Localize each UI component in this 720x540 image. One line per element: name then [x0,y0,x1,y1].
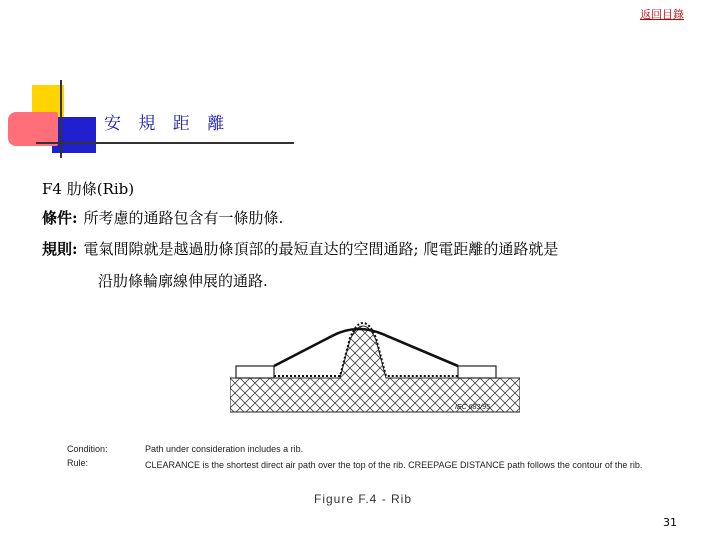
rule-label: 規則: [42,240,78,258]
rule-text-2: 沿肋條輪廓線伸展的通路. [98,272,268,290]
fig-rule-text: CLEARANCE is the shortest direct air path over the top of the rib. CREEPAGE DISTANCE path follows the contour of the rib. [145,460,643,470]
left-conductor [236,366,274,378]
right-conductor [458,366,496,378]
decor-vertical-line [60,80,62,158]
iec-stamp: IEC 683/95 [455,404,491,411]
condition-line [42,207,283,228]
fig-condition-label: Condition: [67,444,108,454]
back-to-contents-link[interactable]: 返回目錄 [640,8,684,21]
decor-red-square [8,112,58,146]
condition-label: 條件: [42,209,78,227]
fig-rule-label: Rule: [67,458,89,468]
decor-blue-square [52,117,96,153]
condition-text: 所考慮的通路包含有一條肋條. [83,209,284,227]
rule-line [42,238,558,259]
rib-diagram [230,318,520,414]
section-heading: F4 肋條(Rib) [42,180,135,198]
figure-caption: Figure F.4 - Rib [314,492,413,506]
fig-condition-text: Path under consideration includes a rib. [145,444,304,454]
rule-text-1: 電氣間隙就是越過肋條頂部的最短直达的空間通路; 爬電距離的通路就是 [83,240,559,258]
slide-title: 安 規 距 離 [104,114,231,134]
page-number: 31 [663,516,677,529]
decor-horizontal-line [36,142,294,144]
